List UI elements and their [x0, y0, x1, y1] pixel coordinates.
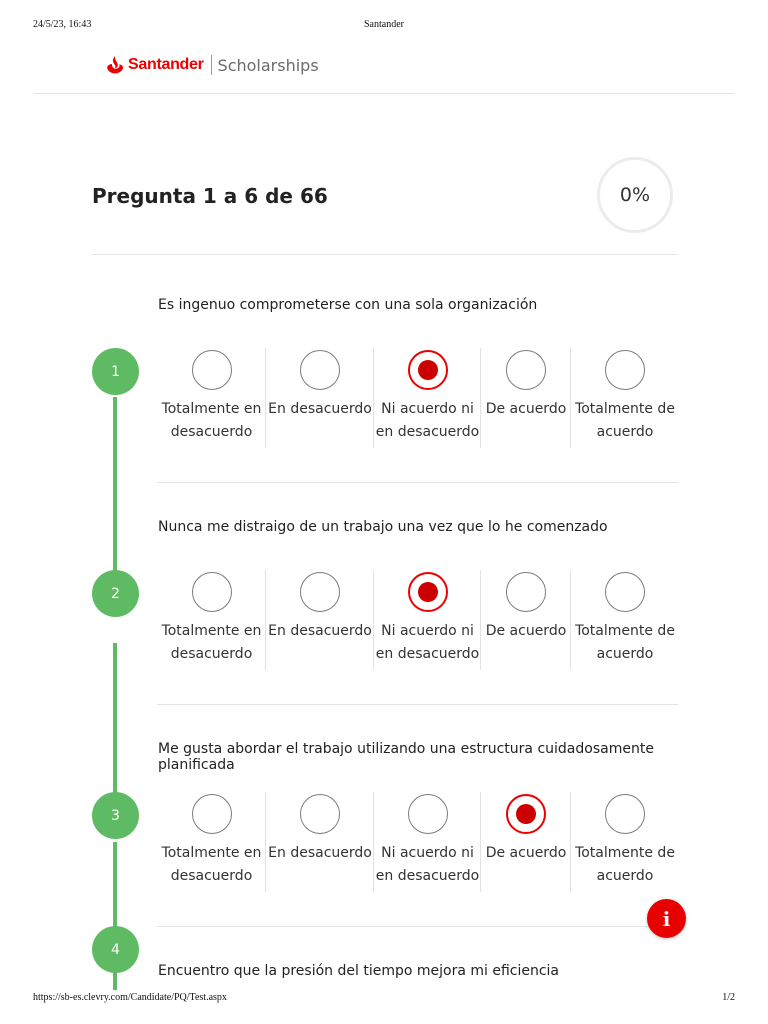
radio-button[interactable]	[506, 572, 546, 612]
radio-button-selected[interactable]	[408, 572, 448, 612]
question-text: Nunca me distraigo de un trabajo una vez que lo he comenzado	[158, 519, 608, 535]
option-totalmente-de-acuerdo[interactable]	[570, 570, 679, 670]
radio-button-selected[interactable]	[506, 794, 546, 834]
title-divider	[91, 254, 678, 255]
option-de-acuerdo[interactable]	[480, 570, 571, 670]
option-ni-acuerdo-ni-en-desacuerdo[interactable]	[373, 570, 481, 670]
option-totalmente-en-desacuerdo[interactable]	[158, 348, 265, 448]
info-button[interactable]	[647, 899, 686, 938]
radio-button[interactable]	[192, 794, 232, 834]
radio-button-selected[interactable]	[408, 350, 448, 390]
radio-button[interactable]	[192, 572, 232, 612]
question-step-4: 4	[92, 926, 139, 973]
question-divider	[157, 704, 678, 705]
header-divider	[34, 93, 734, 94]
info-icon: i	[662, 906, 671, 931]
radio-button[interactable]	[300, 794, 340, 834]
option-en-desacuerdo[interactable]	[265, 570, 374, 670]
question-divider	[157, 926, 678, 927]
option-totalmente-de-acuerdo[interactable]	[570, 348, 679, 448]
option-label: Totalmente de acuerdo	[575, 623, 675, 662]
option-label: En desacuerdo	[268, 623, 372, 639]
answer-scale	[158, 792, 678, 892]
option-label: De acuerdo	[485, 623, 567, 639]
question-divider	[157, 482, 678, 483]
radio-button[interactable]	[408, 794, 448, 834]
radio-button[interactable]	[605, 572, 645, 612]
radio-button[interactable]	[605, 794, 645, 834]
option-ni-acuerdo-ni-en-desacuerdo[interactable]	[373, 792, 481, 892]
option-ni-acuerdo-ni-en-desacuerdo[interactable]	[373, 348, 481, 448]
question-text: Me gusta abordar el trabajo utilizando una estructura cuidadosamente planificada	[158, 741, 654, 773]
option-label: Totalmente de acuerdo	[575, 401, 675, 440]
print-url: https://sb-es.clevry.com/Candidate/PQ/Test.aspx	[33, 992, 227, 1003]
option-label: En desacuerdo	[268, 845, 372, 861]
timeline-connector	[113, 970, 117, 990]
progress-indicator	[597, 157, 673, 233]
timeline-connector	[113, 643, 117, 795]
question-step-2: 2	[92, 570, 139, 617]
option-label: Ni acuerdo ni en desacuerdo	[375, 401, 480, 440]
option-totalmente-en-desacuerdo[interactable]	[158, 792, 265, 892]
option-label: De acuerdo	[485, 401, 567, 417]
option-label: Totalmente en desacuerdo	[161, 623, 262, 662]
progress-value: 0%	[619, 184, 651, 206]
brand-name: Santander	[128, 56, 204, 73]
print-datetime: 24/5/23, 16:43	[33, 19, 92, 30]
answer-scale	[158, 570, 678, 670]
print-doc-title: Santander	[364, 19, 404, 30]
option-en-desacuerdo[interactable]	[265, 792, 374, 892]
answer-scale	[158, 348, 678, 448]
radio-button[interactable]	[192, 350, 232, 390]
option-totalmente-de-acuerdo[interactable]	[570, 792, 679, 892]
question-step-1: 1	[92, 348, 139, 395]
print-footer	[0, 992, 768, 1006]
radio-button[interactable]	[506, 350, 546, 390]
santander-flame-icon	[106, 55, 124, 75]
question-text: Es ingenuo comprometerse con una sola organización	[158, 297, 538, 313]
option-de-acuerdo[interactable]	[480, 792, 571, 892]
option-en-desacuerdo[interactable]	[265, 348, 374, 448]
radio-button[interactable]	[300, 350, 340, 390]
option-label: Totalmente de acuerdo	[575, 845, 675, 884]
print-page-number: 1/2	[722, 992, 735, 1003]
option-label: Ni acuerdo ni en desacuerdo	[375, 845, 480, 884]
question-step-3: 3	[92, 792, 139, 839]
brand-logo	[106, 53, 319, 77]
radio-button[interactable]	[300, 572, 340, 612]
timeline-connector	[113, 842, 117, 930]
brand-divider	[211, 55, 212, 75]
question-text: Encuentro que la presión del tiempo mejora mi eficiencia	[158, 963, 560, 979]
option-label: De acuerdo	[485, 845, 567, 861]
option-label: En desacuerdo	[268, 401, 372, 417]
brand-product: Scholarships	[217, 55, 319, 75]
page-title: Pregunta 1 a 6 de 66	[92, 184, 328, 208]
option-totalmente-en-desacuerdo[interactable]	[158, 570, 265, 670]
print-header	[0, 19, 768, 33]
radio-button[interactable]	[605, 350, 645, 390]
option-label: Ni acuerdo ni en desacuerdo	[375, 623, 480, 662]
option-label: Totalmente en desacuerdo	[161, 401, 262, 440]
option-de-acuerdo[interactable]	[480, 348, 571, 448]
timeline-connector	[113, 397, 117, 573]
option-label: Totalmente en desacuerdo	[161, 845, 262, 884]
